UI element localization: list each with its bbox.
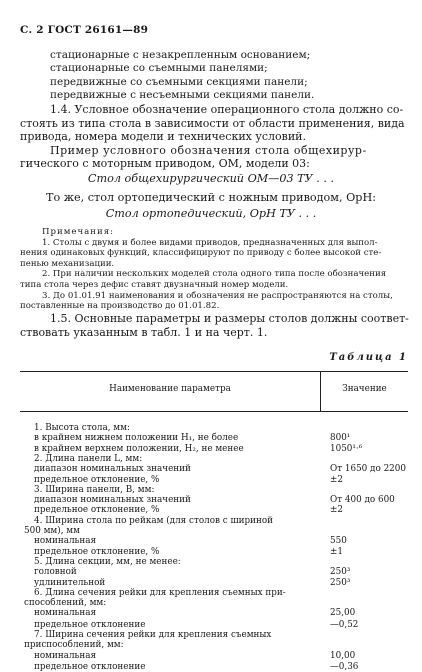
intro-line: передвижные с несъемными секциями панели. <box>50 89 315 102</box>
parameter-label: 500 мм), мм <box>24 526 80 536</box>
parameter-value: От 1650 до 2200 <box>330 464 406 475</box>
parameter-label: 4. Ширина стола по рейкам (для столов с шириной <box>34 515 274 526</box>
parameter-value: ±1 <box>330 546 343 557</box>
parameter-value: —0,36 <box>330 661 359 672</box>
parameter-label: 3. Ширина панели, B, мм: <box>34 484 155 495</box>
parameter-label: головной <box>34 567 77 578</box>
parameter-value: 250³ <box>330 577 351 588</box>
parameter-value: —0,52 <box>330 619 359 630</box>
p14-line: гического с моторным приводом, ОМ, модели 03: <box>20 157 310 171</box>
intro-line: передвижные со съемными секциями панели; <box>50 75 308 88</box>
parameter-value: От 400 до 600 <box>330 495 395 506</box>
parameters-table <box>20 371 408 672</box>
parameter-value: 10,00 <box>330 650 356 661</box>
parameter-label: предельное отклонение <box>34 661 146 672</box>
parameter-label: предельное отклонение, % <box>34 505 160 516</box>
note-line: 1. Столы с двумя и более видами приводов, предназначенных для выпол- <box>42 237 378 248</box>
parameter-label: 2. Длина панели L, мм: <box>34 453 143 464</box>
table-top-rule <box>20 371 408 372</box>
note-line: 3. До 01.01.91 наименования и обозначения не распространяются на столы, <box>42 290 393 301</box>
parameter-value: 1050¹·⁶ <box>330 443 363 454</box>
parameter-label: предельное отклонение, % <box>34 546 160 557</box>
note-line: поставленные на производство до 01.01.82. <box>20 301 220 312</box>
parameter-label: диапазон номинальных значений <box>34 495 191 506</box>
p15-line: 1.5. Основные параметры и размеры столов должны соответ- <box>50 312 409 325</box>
table-header-value: Значение <box>342 384 387 394</box>
p14-line: стоять из типа стола в зависимости от области применения, вида <box>20 116 405 130</box>
parameter-label: предельное отклонение <box>34 619 146 630</box>
note-line: нения одинаковых функций, классифицируют по приводу с более высокой сте- <box>20 248 382 259</box>
table-header-parameter: Наименование параметра <box>109 384 231 394</box>
note-line: пенью механизации. <box>20 258 115 269</box>
example-2: Стол ортопедический, ОрН ТУ . . . <box>105 207 317 220</box>
parameter-label: предельное отклонение, % <box>34 474 160 485</box>
notes-title: Примечания: <box>42 227 115 237</box>
table-title: Таблица 1 <box>329 352 408 363</box>
p15-line: ствовать указанным в табл. 1 и на черт. 1. <box>20 326 268 339</box>
example-1: Стол общехирургический ОМ—03 ТУ . . . <box>87 172 335 185</box>
parameter-label: 6. Длина сечения рейки для крепления съемных при- <box>34 587 286 598</box>
parameter-value: 550 <box>330 536 347 547</box>
paragraph-1-5 <box>20 312 408 340</box>
parameter-label: диапазон номинальных значений <box>34 464 191 475</box>
parameter-value: 800¹ <box>330 433 351 444</box>
parameter-label: 1. Высота стола, мм: <box>34 423 130 433</box>
note-line: 2. При наличии нескольких моделей стола одного типа после обозначения <box>42 269 387 280</box>
example-2-intro: То же, стол ортопедический с ножным приводом, ОрН: <box>46 191 376 204</box>
parameter-value: ±2 <box>330 505 343 516</box>
parameter-label: удлинительной <box>34 577 106 588</box>
intro-line: стационарные с незакрепленным основанием; <box>50 49 311 61</box>
parameter-label: способлений, мм: <box>24 598 107 609</box>
p14-line: привода, номера модели и технических условий. <box>20 130 306 144</box>
note-line: типа стола через дефис ставят двузначный номер модели. <box>20 279 289 290</box>
parameter-label: 5. Длина секции, мм, не менее: <box>34 556 181 567</box>
p14-line: Пример условного обозначения стола общехирур- <box>50 143 367 157</box>
table-header-rule <box>20 411 408 412</box>
paragraph-1-4 <box>20 103 408 171</box>
intro-line: стационарные со съемными панелями; <box>50 62 268 75</box>
parameter-label: номинальная <box>34 536 97 547</box>
parameter-label: приспособлений, мм: <box>24 640 124 651</box>
parameter-label: в крайнем верхнем положении, H₂, не менее <box>34 443 244 454</box>
parameter-value: 250³ <box>330 567 351 578</box>
notes-block <box>20 227 412 312</box>
intro-list <box>20 49 408 103</box>
parameter-label: 7. Ширина сечения рейки для крепления съемных <box>34 629 272 640</box>
parameter-value: ±2 <box>330 474 343 485</box>
p14-line: 1.4. Условное обозначение операционного стола должно со- <box>50 103 404 116</box>
parameter-label: номинальная <box>34 608 97 619</box>
parameter-value: 25,00 <box>330 608 356 619</box>
parameter-label: номинальная <box>34 650 97 661</box>
parameter-label: в крайнем нижнем положении H₁, не более <box>34 433 239 444</box>
page-header: С. 2 ГОСТ 26161—89 <box>20 24 149 36</box>
